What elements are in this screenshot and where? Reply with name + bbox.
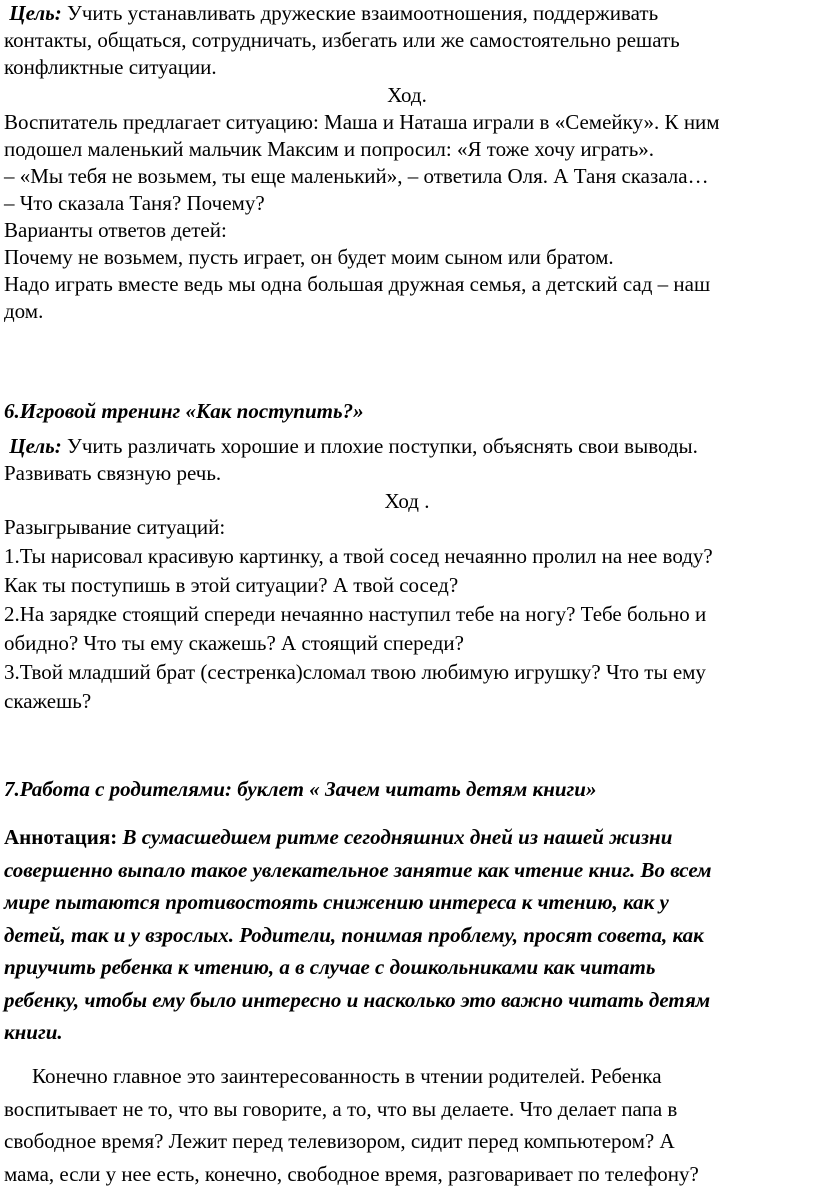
annotation-line: совершенно выпало такое увлекательное занятие как чтение книг. Во всем <box>4 857 712 882</box>
list-item: 1.Ты нарисовал красивую картинку, а твой сосед нечаянно пролил на нее воду? <box>4 544 713 568</box>
section-heading: Ход . <box>384 489 430 513</box>
goal-text: Учить различать хорошие и плохие поступки, объяснять свои выводы. <box>67 434 698 458</box>
goal-label: Цель: <box>9 1 62 25</box>
annotation-line: приучить ребенка к чтению, а в случае с дошкольниками как читать <box>4 955 656 979</box>
section-title-7: 7.Работа с родителями: буклет « Зачем читать детям книги» <box>4 777 597 801</box>
annotation-line: детей, так и у взрослых. Родители, понимая проблему, просят совета, как <box>4 922 704 947</box>
text-line: Как ты поступишь в этой ситуации? А твой сосед? <box>4 573 459 597</box>
goal-label: Цель: <box>9 434 62 458</box>
annotation-line: книги. <box>4 1020 63 1044</box>
text-line: подошел маленький мальчик Максим и попросил: «Я тоже хочу играть». <box>4 137 655 161</box>
section-heading: Ход. <box>387 83 427 107</box>
goal-paragraph-1 <box>4 0 810 81</box>
annotation-line: ребенку, чтобы ему было интересно и насколько это важно читать детям <box>4 987 711 1012</box>
goal-text-line: Развивать связную речь. <box>4 461 222 485</box>
text-line: свободное время? Лежит перед телевизором, сидит перед компьютером? А <box>4 1129 675 1153</box>
goal-paragraph-2 <box>4 433 810 487</box>
text-line: Воспитатель предлагает ситуацию: Маша и Наташа играли в «Семейку». К ним <box>4 110 720 134</box>
goal-text: Учить устанавливать дружеские взаимоотношения, поддерживать <box>67 1 659 25</box>
text-line: воспитывает не то, что вы говорите, а то, что вы делаете. Что делает папа в <box>4 1096 678 1121</box>
annotation-paragraph <box>4 821 810 1049</box>
body-paragraph <box>4 1060 810 1190</box>
list-item: 2.На зарядке стоящий спереди нечаянно наступил тебе на ногу? Тебе больно и <box>4 602 707 626</box>
goal-text-line: конфликтные ситуации. <box>4 55 217 79</box>
text-line: скажешь? <box>4 689 92 713</box>
text-line: Надо играть вместе ведь мы одна большая дружная семья, а детский сад – наш <box>4 272 711 296</box>
text-line: – «Мы тебя не возьмем, ты еще маленький», – ответила Оля. А Таня сказала… <box>4 164 709 188</box>
annotation-label: Аннотация: <box>4 825 118 849</box>
text-line: Почему не возьмем, пусть играет, он будет моим сыном или братом. <box>4 245 614 269</box>
text-line: обидно? Что ты ему скажешь? А стоящий спереди? <box>4 631 464 655</box>
text-line: дом. <box>4 299 44 323</box>
text-line: мама, если у нее есть, конечно, свободное время, разговаривает по телефону? <box>4 1161 699 1186</box>
annotation-line: мире пытаются противостоять снижению интереса к чтению, как у <box>4 890 669 914</box>
annotation-text: В сумасшедшем ритме сегодняшних дней из нашей жизни <box>122 825 673 849</box>
section-title-6: 6.Игровой тренинг «Как поступить?» <box>4 399 364 423</box>
text-line: Разыгрывание ситуаций: <box>4 515 226 539</box>
list-item: 3.Твой младший брат (сестренка)сломал твою любимую игрушку? Что ты ему <box>4 660 706 684</box>
situations-list <box>4 513 810 716</box>
situation-paragraph <box>4 109 810 325</box>
text-line: Варианты ответов детей: <box>4 218 227 242</box>
text-line: – Что сказала Таня? Почему? <box>4 191 265 215</box>
text-line: Конечно главное это заинтересованность в чтении родителей. Ребенка <box>32 1064 662 1088</box>
goal-text-line: контакты, общаться, сотрудничать, избегать или же самостоятельно решать <box>4 28 680 52</box>
